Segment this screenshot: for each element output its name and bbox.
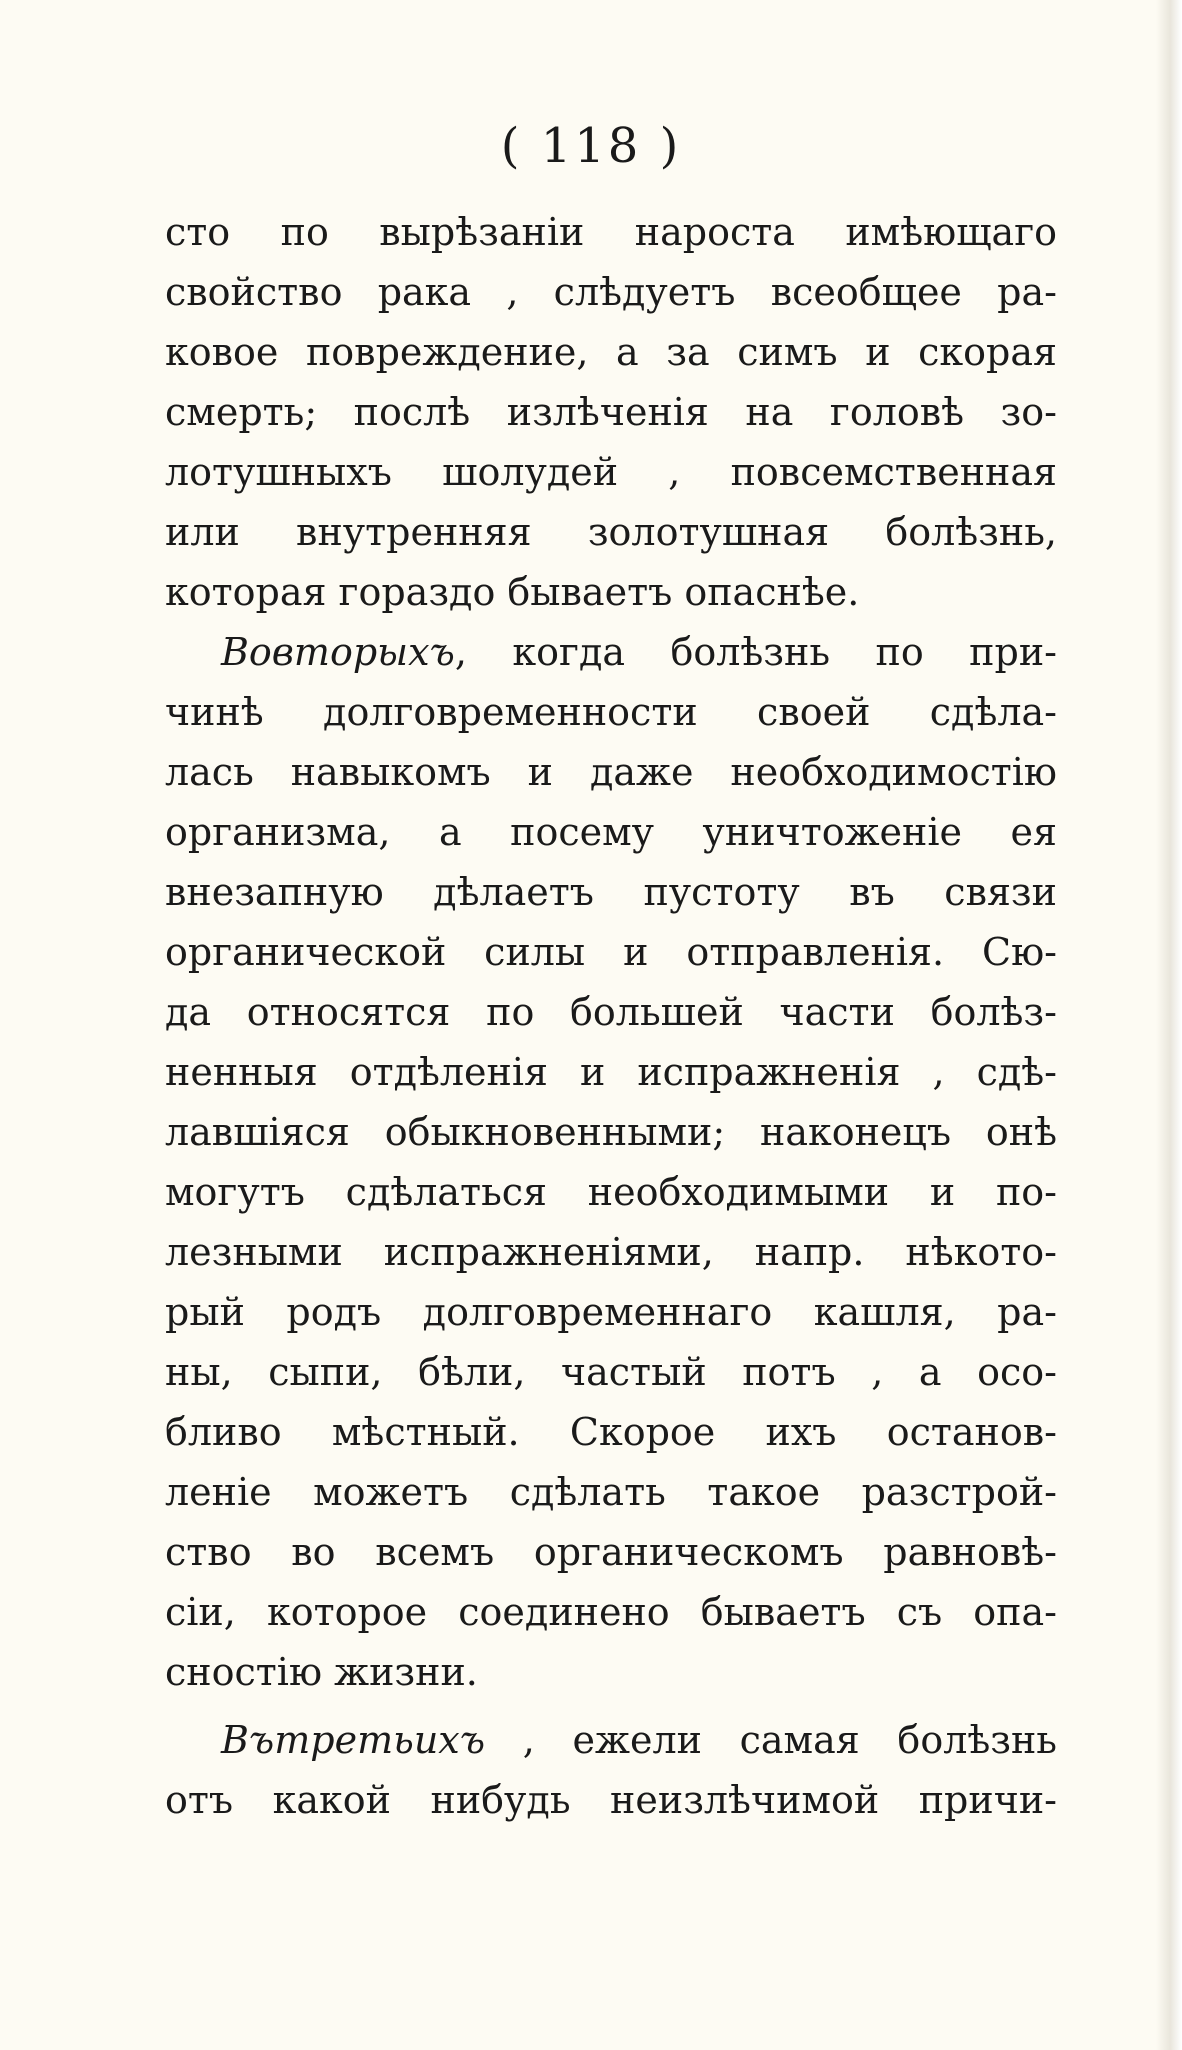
text-line (165, 622, 1057, 682)
text-line: могутъ сдѣлаться необходимыми и по- (165, 1170, 1057, 1214)
text-line: лавшіяся обыкновенными; наконецъ онѣ (165, 1110, 1057, 1154)
text-line: лась навыкомъ и даже необходимостію (165, 750, 1057, 794)
body-text (165, 202, 1057, 1830)
text-line (165, 1710, 1057, 1770)
text-line: ны, сыпи, бѣли, частый потъ , а осо- (165, 1350, 1057, 1394)
text-line: лезными испражненіями, напр. нѣкото- (165, 1230, 1057, 1274)
text-line: бливо мѣстный. Скорое ихъ останов- (165, 1410, 1057, 1454)
text-line: организма, а посему уничтоженіе ея (165, 810, 1057, 854)
text-line: да относятся по большей части болѣз- (165, 990, 1057, 1034)
text-line: лотушныхъ шолудей , повсемственная (165, 450, 1057, 494)
text-line: органической силы и отправленія. Сю- (165, 930, 1057, 974)
paragraph-gap (165, 1702, 1057, 1710)
text-line: рый родъ долговременнаго кашля, ра- (165, 1290, 1057, 1334)
text-line: сіи, которое соединено бываетъ съ опа- (165, 1590, 1057, 1634)
text-line: или внутренняя золотушная болѣзнь, (165, 510, 1057, 554)
text-line: сто по вырѣзаніи нароста имѣющаго (165, 210, 1057, 254)
text-line: смерть; послѣ излѣченія на головѣ зо- (165, 390, 1057, 434)
text-line: ство во всемъ органическомъ равновѣ- (165, 1530, 1057, 1574)
paragraph-lead-word: Вътретьихъ (221, 1718, 486, 1762)
text-line: отъ какой нибудь неизлѣчимой причи- (165, 1778, 1057, 1822)
page-edge-shadow (1156, 0, 1182, 2050)
text-line: сностію жизни. (165, 1650, 478, 1694)
text-line: ковое повреждение, а за симъ и скорая (165, 330, 1057, 374)
text-line: чинѣ долговременности своей сдѣла- (165, 690, 1057, 734)
text-fragment: , ежели самая болѣзнь (485, 1718, 1057, 1762)
paragraph-lead-word: Вовторыхъ (221, 630, 455, 674)
text-line: леніе можетъ сдѣлать такое разстрой- (165, 1470, 1057, 1514)
text-line: свойство рака , слѣдуетъ всеобщее ра- (165, 270, 1057, 314)
page-number: ( 118 ) (500, 118, 682, 174)
text-line: которая гораздо бываетъ опаснѣе. (165, 570, 860, 614)
text-line: внезапную дѣлаетъ пустоту въ связи (165, 870, 1057, 914)
text-line: ненныя отдѣленія и испражненія , сдѣ- (165, 1050, 1057, 1094)
text-fragment: , когда болѣзнь по при- (454, 630, 1057, 674)
